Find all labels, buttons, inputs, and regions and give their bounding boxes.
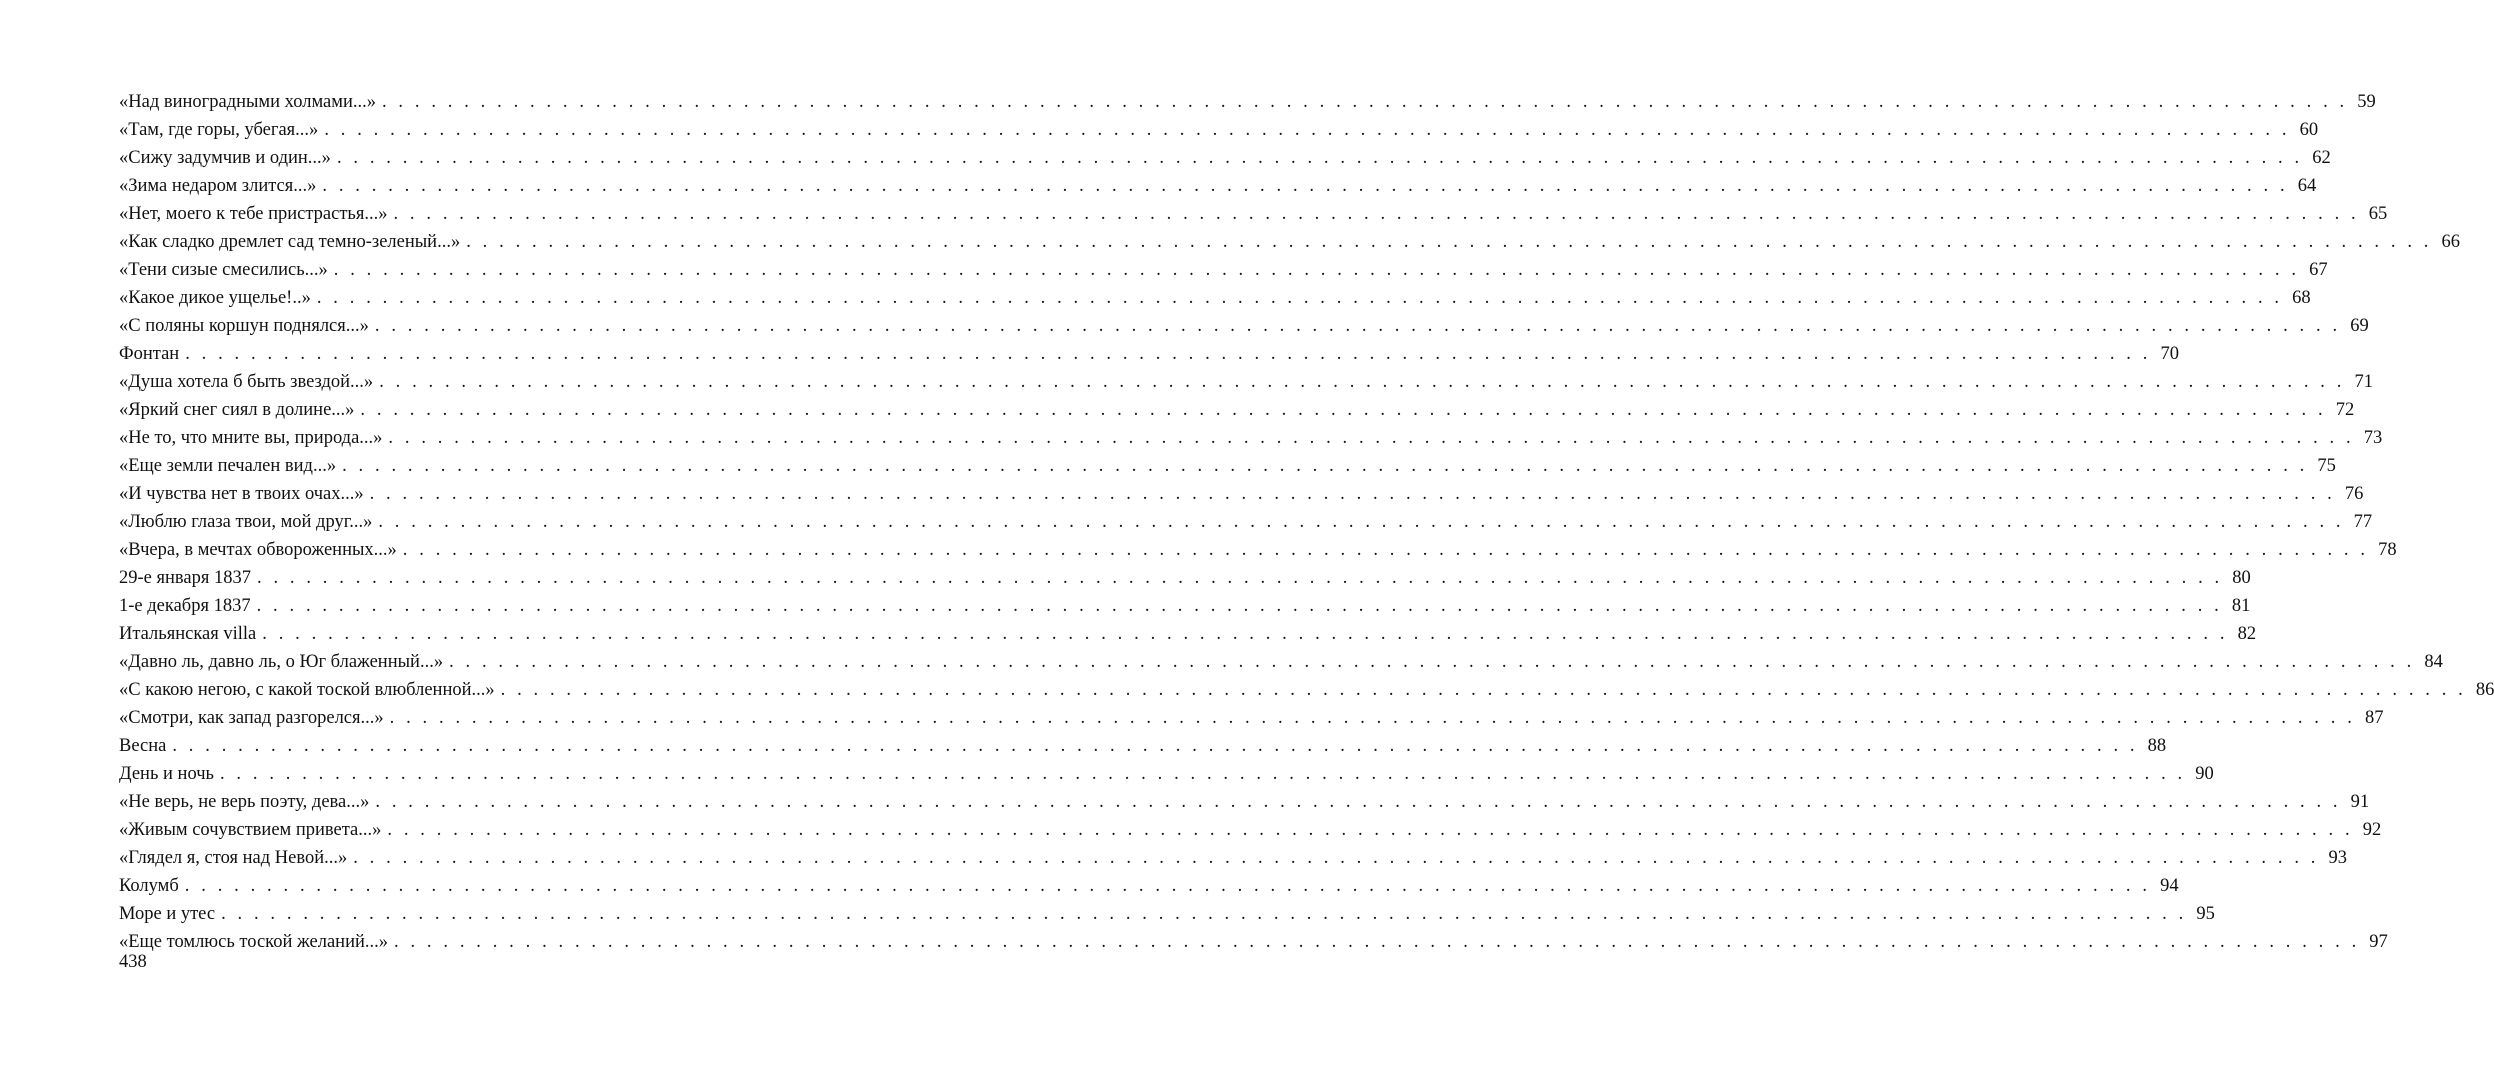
toc-entry bbox=[119, 284, 2311, 312]
toc-entry-page: 72 bbox=[2335, 400, 2355, 420]
dot-leader: . . . . . . . . . . . . . . . . . . . . . . . . . . . . . . . . . . . . . . . . . . . . . . . . . . . . . . . . . . . . . . . . . . . . . . . . . . . . . . . . . . . . . . . . . . . . . . . . . . . . . . . . . . . . . . . . . . . . . . . . bbox=[369, 484, 2336, 504]
toc-entry-page: 71 bbox=[2354, 372, 2373, 392]
toc-entry bbox=[119, 900, 2215, 928]
toc-entry-page: 87 bbox=[2364, 708, 2384, 728]
dot-leader: . . . . . . . . . . . . . . . . . . . . . . . . . . . . . . . . . . . . . . . . . . . . . . . . . . . . . . . . . . . . . . . . . . . . . . . . . . . . . . . . . . . . . . . . . . . . . . . . . . . . . . . . . . . . . . . . . . . . . . . . bbox=[360, 400, 2327, 420]
dot-leader: . . . . . . . . . . . . . . . . . . . . . . . . . . . . . . . . . . . . . . . . . . . . . . . . . . . . . . . . . . . . . . . . . . . . . . . . . . . . . . . . . . . . . . . . . . . . . . . . . . . . . . . . . . . . . . . . . . . . . . . . bbox=[379, 372, 2345, 392]
dot-leader: . . . . . . . . . . . . . . . . . . . . . . . . . . . . . . . . . . . . . . . . . . . . . . . . . . . . . . . . . . . . . . . . . . . . . . . . . . . . . . . . . . . . . . . . . . . . . . . . . . . . . . . . . . . . . . . . . . . . . . . . bbox=[393, 204, 2360, 224]
toc-entry-page: 67 bbox=[2309, 260, 2328, 280]
toc-entry-title: Весна bbox=[119, 736, 167, 756]
toc-entry-title: 1-е декабря 1837 bbox=[119, 596, 251, 616]
dot-leader: . . . . . . . . . . . . . . . . . . . . . . . . . . . . . . . . . . . . . . . . . . . . . . . . . . . . . . . . . . . . . . . . . . . . . . . . . . . . . . . . . . . . . . . . . . . . . . . . . . . . . . . . . . . . . . . . . . . . . . . . bbox=[378, 512, 2345, 532]
toc-entry-page: 82 bbox=[2237, 624, 2257, 644]
toc-entry-title: Итальянская villa bbox=[119, 624, 257, 644]
toc-entry-title: «Какое дикое ущелье!..» bbox=[119, 288, 311, 308]
toc-entry-page: 90 bbox=[2195, 764, 2214, 784]
toc-entry bbox=[119, 508, 2373, 536]
toc-entry-title: День и ночь bbox=[119, 764, 214, 784]
table-of-contents bbox=[119, 88, 2494, 956]
dot-leader: . . . . . . . . . . . . . . . . . . . . . . . . . . . . . . . . . . . . . . . . . . . . . . . . . . . . . . . . . . . . . . . . . . . . . . . . . . . . . . . . . . . . . . . . . . . . . . . . . . . . . . . . . . . . . . . . . . . . . . . . bbox=[381, 92, 2348, 112]
toc-entry bbox=[119, 760, 2214, 788]
toc-entry bbox=[119, 144, 2331, 172]
toc-entry bbox=[119, 452, 2336, 480]
toc-entry-page: 86 bbox=[2475, 680, 2494, 700]
toc-entry bbox=[119, 200, 2388, 228]
toc-entry-title: «И чувства нет в твоих очах...» bbox=[119, 484, 364, 504]
toc-entry-title: «Тени сизые смесились...» bbox=[119, 260, 328, 280]
toc-entry-page: 81 bbox=[2231, 596, 2251, 616]
dot-leader: . . . . . . . . . . . . . . . . . . . . . . . . . . . . . . . . . . . . . . . . . . . . . . . . . . . . . . . . . . . . . . . . . . . . . . . . . . . . . . . . . . . . . . . . . . . . . . . . . . . . . . . . . . . . . . . . . . . . . . . . bbox=[256, 596, 2223, 616]
toc-entry-page: 76 bbox=[2344, 484, 2364, 504]
toc-entry-page: 88 bbox=[2147, 736, 2167, 756]
toc-entry bbox=[119, 228, 2460, 256]
toc-entry-title: «Яркий снег сиял в долине...» bbox=[119, 400, 355, 420]
toc-entry bbox=[119, 480, 2364, 508]
dot-leader: . . . . . . . . . . . . . . . . . . . . . . . . . . . . . . . . . . . . . . . . . . . . . . . . . . . . . . . . . . . . . . . . . . . . . . . . . . . . . . . . . . . . . . . . . . . . . . . . . . . . . . . . . . . . . . . . . . . . . . . . bbox=[184, 876, 2151, 896]
toc-entry-page: 62 bbox=[2312, 148, 2331, 168]
toc-entry-title: «Душа хотела б быть звездой...» bbox=[119, 372, 374, 392]
toc-entry bbox=[119, 648, 2443, 676]
toc-entry-title: Море и утес bbox=[119, 904, 216, 924]
toc-entry-title: «Люблю глаза твои, мой друг...» bbox=[119, 512, 373, 532]
dot-leader: . . . . . . . . . . . . . . . . . . . . . . . . . . . . . . . . . . . . . . . . . . . . . . . . . . . . . . . . . . . . . . . . . . . . . . . . . . . . . . . . . . . . . . . . . . . . . . . . . . . . . . . . . . . . . . . . . . . . . . . . bbox=[375, 792, 2342, 812]
dot-leader: . . . . . . . . . . . . . . . . . . . . . . . . . . . . . . . . . . . . . . . . . . . . . . . . . . . . . . . . . . . . . . . . . . . . . . . . . . . . . . . . . . . . . . . . . . . . . . . . . . . . . . . . . . . . . . . . . . . . . . . . bbox=[336, 148, 2303, 168]
toc-entry-page: 80 bbox=[2232, 568, 2251, 588]
toc-entry-page: 65 bbox=[2368, 204, 2388, 224]
toc-entry-page: 69 bbox=[2350, 316, 2369, 336]
dot-leader: . . . . . . . . . . . . . . . . . . . . . . . . . . . . . . . . . . . . . . . . . . . . . . . . . . . . . . . . . . . . . . . . . . . . . . . . . . . . . . . . . . . . . . . . . . . . . . . . . . . . . . . . . . . . . . . . . . . . . . . . bbox=[324, 120, 2291, 140]
toc-entry-page: 75 bbox=[2317, 456, 2336, 476]
dot-leader: . . . . . . . . . . . . . . . . . . . . . . . . . . . . . . . . . . . . . . . . . . . . . . . . . . . . . . . . . . . . . . . . . . . . . . . . . . . . . . . . . . . . . . . . . . . . . . . . . . . . . . . . . . . . . . . . . . . . . . . . bbox=[172, 736, 2139, 756]
toc-entry-title: «Давно ль, давно ль, о Юг блаженный...» bbox=[119, 652, 444, 672]
toc-entry-title: 29-е января 1837 bbox=[119, 568, 251, 588]
toc-entry-title: «Смотри, как запад разгорелся...» bbox=[119, 708, 384, 728]
toc-entry-title: «Живым сочувствием привета...» bbox=[119, 820, 382, 840]
toc-entry-title: «Не верь, не верь поэту, дева...» bbox=[119, 792, 370, 812]
toc-entry-page: 95 bbox=[2196, 904, 2215, 924]
toc-entry-page: 77 bbox=[2353, 512, 2373, 532]
toc-entry bbox=[119, 788, 2370, 816]
dot-leader: . . . . . . . . . . . . . . . . . . . . . . . . . . . . . . . . . . . . . . . . . . . . . . . . . . . . . . . . . . . . . . . . . . . . . . . . . . . . . . . . . . . . . . . . . . . . . . . . . . . . . . . . . . . . . . . . . . . . . . . . bbox=[316, 288, 2283, 308]
toc-entry-title: «С какою негою, с какой тоской влюбленной...» bbox=[119, 680, 495, 700]
dot-leader: . . . . . . . . . . . . . . . . . . . . . . . . . . . . . . . . . . . . . . . . . . . . . . . . . . . . . . . . . . . . . . . . . . . . . . . . . . . . . . . . . . . . . . . . . . . . . . . . . . . . . . . . . . . . . . . . . . . . . . . . bbox=[466, 232, 2432, 252]
dot-leader: . . . . . . . . . . . . . . . . . . . . . . . . . . . . . . . . . . . . . . . . . . . . . . . . . . . . . . . . . . . . . . . . . . . . . . . . . . . . . . . . . . . . . . . . . . . . . . . . . . . . . . . . . . . . . . . . . . . . . . . . bbox=[394, 932, 2360, 952]
toc-entry bbox=[119, 592, 2251, 620]
dot-leader: . . . . . . . . . . . . . . . . . . . . . . . . . . . . . . . . . . . . . . . . . . . . . . . . . . . . . . . . . . . . . . . . . . . . . . . . . . . . . . . . . . . . . . . . . . . . . . . . . . . . . . . . . . . . . . . . . . . . . . . . bbox=[500, 680, 2467, 700]
toc-entry-page: 64 bbox=[2297, 176, 2317, 196]
toc-list bbox=[119, 88, 2494, 956]
toc-entry-page: 78 bbox=[2378, 540, 2397, 560]
toc-entry-title: «Над виноградными холмами...» bbox=[119, 92, 376, 112]
toc-entry-page: 60 bbox=[2299, 120, 2319, 140]
toc-entry-title: «Глядел я, стоя над Невой...» bbox=[119, 848, 348, 868]
dot-leader: . . . . . . . . . . . . . . . . . . . . . . . . . . . . . . . . . . . . . . . . . . . . . . . . . . . . . . . . . . . . . . . . . . . . . . . . . . . . . . . . . . . . . . . . . . . . . . . . . . . . . . . . . . . . . . . . . . . . . . . . bbox=[185, 344, 2151, 364]
toc-entry-title: «Еще земли печален вид...» bbox=[119, 456, 337, 476]
toc-entry bbox=[119, 844, 2348, 872]
toc-entry bbox=[119, 620, 2257, 648]
page-number: 438 bbox=[119, 952, 147, 972]
toc-entry-title: «Там, где горы, убегая...» bbox=[119, 120, 319, 140]
dot-leader: . . . . . . . . . . . . . . . . . . . . . . . . . . . . . . . . . . . . . . . . . . . . . . . . . . . . . . . . . . . . . . . . . . . . . . . . . . . . . . . . . . . . . . . . . . . . . . . . . . . . . . . . . . . . . . . . . . . . . . . . bbox=[387, 820, 2354, 840]
dot-leader: . . . . . . . . . . . . . . . . . . . . . . . . . . . . . . . . . . . . . . . . . . . . . . . . . . . . . . . . . . . . . . . . . . . . . . . . . . . . . . . . . . . . . . . . . . . . . . . . . . . . . . . . . . . . . . . . . . . . . . . . bbox=[353, 848, 2320, 868]
toc-entry-page: 70 bbox=[2160, 344, 2179, 364]
toc-entry bbox=[119, 704, 2384, 732]
toc-entry bbox=[119, 340, 2179, 368]
toc-entry-title: «С поляны коршун поднялся...» bbox=[119, 316, 369, 336]
toc-entry-title: «Еще томлюсь тоской желаний...» bbox=[119, 932, 389, 952]
toc-entry-title: Фонтан bbox=[119, 344, 180, 364]
toc-entry bbox=[119, 816, 2382, 844]
toc-entry bbox=[119, 536, 2397, 564]
toc-entry-page: 84 bbox=[2424, 652, 2443, 672]
dot-leader: . . . . . . . . . . . . . . . . . . . . . . . . . . . . . . . . . . . . . . . . . . . . . . . . . . . . . . . . . . . . . . . . . . . . . . . . . . . . . . . . . . . . . . . . . . . . . . . . . . . . . . . . . . . . . . . . . . . . . . . . bbox=[333, 260, 2300, 280]
dot-leader: . . . . . . . . . . . . . . . . . . . . . . . . . . . . . . . . . . . . . . . . . . . . . . . . . . . . . . . . . . . . . . . . . . . . . . . . . . . . . . . . . . . . . . . . . . . . . . . . . . . . . . . . . . . . . . . . . . . . . . . . bbox=[257, 568, 2223, 588]
dot-leader: . . . . . . . . . . . . . . . . . . . . . . . . . . . . . . . . . . . . . . . . . . . . . . . . . . . . . . . . . . . . . . . . . . . . . . . . . . . . . . . . . . . . . . . . . . . . . . . . . . . . . . . . . . . . . . . . . . . . . . . . bbox=[219, 764, 2186, 784]
toc-entry bbox=[119, 872, 2179, 900]
toc-entry bbox=[119, 256, 2328, 284]
toc-entry bbox=[119, 424, 2383, 452]
toc-entry-page: 97 bbox=[2369, 932, 2388, 952]
toc-entry-title: «Не то, что мните вы, природа...» bbox=[119, 428, 383, 448]
dot-leader: . . . . . . . . . . . . . . . . . . . . . . . . . . . . . . . . . . . . . . . . . . . . . . . . . . . . . . . . . . . . . . . . . . . . . . . . . . . . . . . . . . . . . . . . . . . . . . . . . . . . . . . . . . . . . . . . . . . . . . . . bbox=[402, 540, 2369, 560]
dot-leader: . . . . . . . . . . . . . . . . . . . . . . . . . . . . . . . . . . . . . . . . . . . . . . . . . . . . . . . . . . . . . . . . . . . . . . . . . . . . . . . . . . . . . . . . . . . . . . . . . . . . . . . . . . . . . . . . . . . . . . . . bbox=[374, 316, 2341, 336]
dot-leader: . . . . . . . . . . . . . . . . . . . . . . . . . . . . . . . . . . . . . . . . . . . . . . . . . . . . . . . . . . . . . . . . . . . . . . . . . . . . . . . . . . . . . . . . . . . . . . . . . . . . . . . . . . . . . . . . . . . . . . . . bbox=[322, 176, 2289, 196]
toc-entry bbox=[119, 564, 2251, 592]
toc-entry bbox=[119, 928, 2388, 956]
toc-entry-title: Колумб bbox=[119, 876, 179, 896]
toc-entry bbox=[119, 172, 2317, 200]
toc-entry-title: «Как сладко дремлет сад темно-зеленый...» bbox=[119, 232, 461, 252]
toc-entry-page: 68 bbox=[2292, 288, 2311, 308]
toc-entry-page: 73 bbox=[2363, 428, 2383, 448]
toc-entry bbox=[119, 368, 2373, 396]
dot-leader: . . . . . . . . . . . . . . . . . . . . . . . . . . . . . . . . . . . . . . . . . . . . . . . . . . . . . . . . . . . . . . . . . . . . . . . . . . . . . . . . . . . . . . . . . . . . . . . . . . . . . . . . . . . . . . . . . . . . . . . . bbox=[388, 428, 2355, 448]
dot-leader: . . . . . . . . . . . . . . . . . . . . . . . . . . . . . . . . . . . . . . . . . . . . . . . . . . . . . . . . . . . . . . . . . . . . . . . . . . . . . . . . . . . . . . . . . . . . . . . . . . . . . . . . . . . . . . . . . . . . . . . . bbox=[449, 652, 2415, 672]
toc-entry-title: «Вчера, в мечтах обвороженных...» bbox=[119, 540, 397, 560]
dot-leader: . . . . . . . . . . . . . . . . . . . . . . . . . . . . . . . . . . . . . . . . . . . . . . . . . . . . . . . . . . . . . . . . . . . . . . . . . . . . . . . . . . . . . . . . . . . . . . . . . . . . . . . . . . . . . . . . . . . . . . . . bbox=[342, 456, 2308, 476]
toc-entry-title: «Зима недаром злится...» bbox=[119, 176, 317, 196]
dot-leader: . . . . . . . . . . . . . . . . . . . . . . . . . . . . . . . . . . . . . . . . . . . . . . . . . . . . . . . . . . . . . . . . . . . . . . . . . . . . . . . . . . . . . . . . . . . . . . . . . . . . . . . . . . . . . . . . . . . . . . . . bbox=[389, 708, 2356, 728]
toc-entry-title: «Сижу задумчив и один...» bbox=[119, 148, 331, 168]
dot-leader: . . . . . . . . . . . . . . . . . . . . . . . . . . . . . . . . . . . . . . . . . . . . . . . . . . . . . . . . . . . . . . . . . . . . . . . . . . . . . . . . . . . . . . . . . . . . . . . . . . . . . . . . . . . . . . . . . . . . . . . . bbox=[262, 624, 2229, 644]
toc-entry-page: 94 bbox=[2160, 876, 2179, 896]
toc-entry-page: 66 bbox=[2441, 232, 2460, 252]
toc-entry bbox=[119, 732, 2167, 760]
toc-entry-page: 59 bbox=[2357, 92, 2376, 112]
toc-entry bbox=[119, 312, 2369, 340]
toc-entry-page: 92 bbox=[2362, 820, 2382, 840]
toc-entry bbox=[119, 676, 2494, 704]
toc-entry-page: 91 bbox=[2350, 792, 2370, 812]
toc-entry-page: 93 bbox=[2328, 848, 2348, 868]
toc-entry bbox=[119, 116, 2319, 144]
toc-entry bbox=[119, 88, 2376, 116]
toc-entry-title: «Нет, моего к тебе пристрастья...» bbox=[119, 204, 388, 224]
toc-entry bbox=[119, 396, 2355, 424]
dot-leader: . . . . . . . . . . . . . . . . . . . . . . . . . . . . . . . . . . . . . . . . . . . . . . . . . . . . . . . . . . . . . . . . . . . . . . . . . . . . . . . . . . . . . . . . . . . . . . . . . . . . . . . . . . . . . . . . . . . . . . . . bbox=[221, 904, 2187, 924]
